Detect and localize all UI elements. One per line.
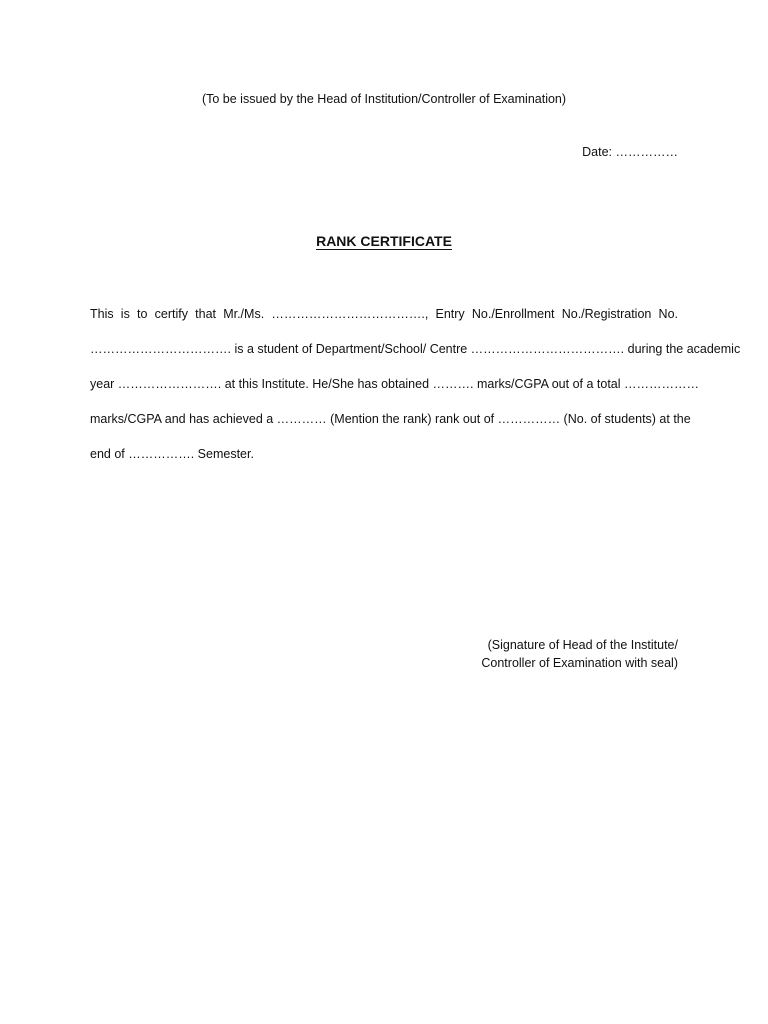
body-line: year ……………………. at this Institute. He/She has obtained ………. marks/CGPA out of a total ……………… bbox=[90, 377, 700, 391]
date-field: Date: …………… bbox=[582, 145, 678, 159]
body-line: This is to certify that Mr./Ms. ………………………………., Entry No./Enrollment No./Registration No. bbox=[90, 307, 678, 321]
signature-line: (Signature of Head of the Institute/ bbox=[487, 638, 678, 652]
issuing-authority-note: (To be issued by the Head of Institution/Controller of Examination) bbox=[201, 92, 567, 106]
signature-line: Controller of Examination with seal) bbox=[481, 656, 678, 670]
signature-block bbox=[481, 636, 678, 672]
body-line: marks/CGPA and has achieved a ………… (Mention the rank) rank out of …………… (No. of students) at the bbox=[90, 412, 691, 426]
certificate-body bbox=[90, 303, 741, 478]
certificate-title: RANK CERTIFICATE bbox=[316, 233, 452, 249]
body-line: ……………………………. is a student of Department/School/ Centre ………………………………. during the academic bbox=[90, 342, 741, 356]
body-line: end of ……………. Semester. bbox=[90, 447, 254, 461]
